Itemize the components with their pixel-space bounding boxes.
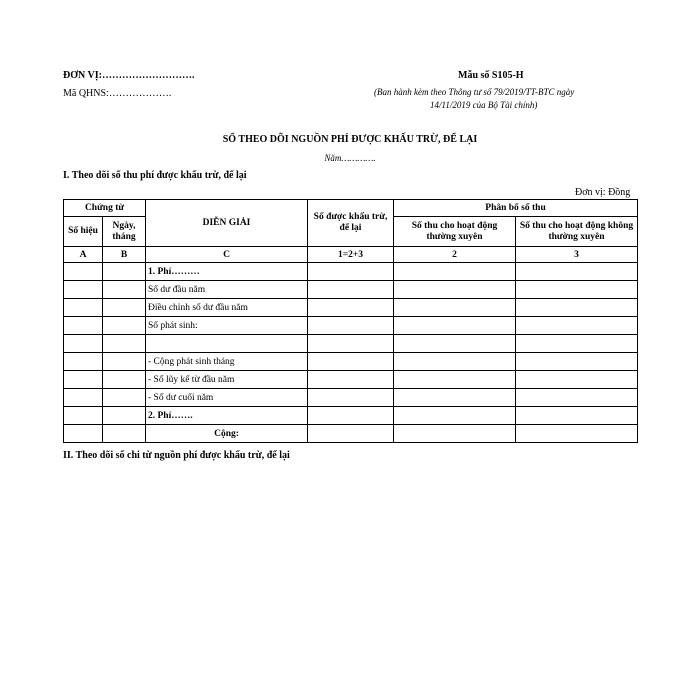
empty-cell [516,425,638,443]
empty-cell [394,317,516,335]
table-row [64,389,638,407]
empty-cell [516,263,638,281]
empty-cell [64,371,103,389]
index-cell: A [64,247,103,263]
row-description: 1. Phí……… [146,263,308,281]
empty-cell [103,317,146,335]
empty-cell [64,299,103,317]
empty-cell [394,389,516,407]
empty-cell [103,425,146,443]
row-description: - Cộng phát sinh tháng [146,353,308,371]
row-description: Điều chỉnh số dư đầu năm [146,299,308,317]
empty-cell [64,335,103,353]
deducted-amount-header: Số được khấu trừ, để lại [308,200,394,247]
issued-note-line2: 14/11/2019 của Bộ Tài chính) [430,100,538,110]
row-description: Số phát sinh: [146,317,308,335]
row-description: 2. Phí……. [146,407,308,425]
voucher-header: Chứng từ [64,200,146,217]
table-row [64,281,638,299]
empty-cell [308,317,394,335]
table-row [64,299,638,317]
index-cell: C [146,247,308,263]
empty-cell [394,299,516,317]
empty-cell [516,353,638,371]
regular-activity-header: Số thu cho hoạt động thường xuyên [394,217,516,247]
description-header: DIỄN GIẢI [146,200,308,247]
fee-ledger-table [63,199,638,443]
row-description: - Số lũy kế từ đầu năm [146,371,308,389]
section-2-heading: II. Theo dõi số chi từ nguồn phí được khấu trừ, để lại [63,450,290,461]
allocation-header: Phân bổ số thu [394,200,638,217]
empty-cell [64,263,103,281]
empty-cell [394,335,516,353]
row-description: Số dư đầu năm [146,281,308,299]
empty-cell [103,299,146,317]
empty-cell [64,389,103,407]
empty-cell [308,389,394,407]
empty-cell [103,281,146,299]
row-description: - Số dư cuối năm [146,389,308,407]
ledger-body [64,263,638,443]
empty-cell [394,371,516,389]
empty-cell [103,353,146,371]
table-row [64,317,638,335]
voucher-number-header: Số hiệu [64,217,103,247]
currency-unit: Đơn vị: Đồng [575,187,631,198]
index-cell: 1=2+3 [308,247,394,263]
empty-cell [308,263,394,281]
voucher-date-header: Ngày, tháng [103,217,146,247]
empty-cell [516,407,638,425]
index-cell: 3 [516,247,638,263]
empty-cell [103,335,146,353]
page-title: SỔ THEO DÕI NGUỒN PHÍ ĐƯỢC KHẤU TRỪ, ĐỂ LẠI [222,134,478,145]
empty-cell [64,317,103,335]
section-1-heading: I. Theo dõi số thu phí được khấu trừ, để lại [63,170,247,181]
table-row [64,371,638,389]
empty-cell [516,371,638,389]
empty-cell [308,407,394,425]
empty-cell [308,335,394,353]
empty-cell [103,407,146,425]
empty-cell [394,281,516,299]
year-line: Năm…………. [324,153,376,163]
empty-cell [516,335,638,353]
empty-cell [394,407,516,425]
table-row [64,263,638,281]
row-description: Cộng: [146,425,308,443]
nonregular-activity-header: Số thu cho hoạt động không thường xuyên [516,217,638,247]
empty-cell [516,317,638,335]
empty-cell [308,353,394,371]
empty-cell [64,407,103,425]
empty-cell [516,389,638,407]
unit-label: ĐƠN VỊ:………………………. [63,70,195,81]
table-row [64,425,638,443]
table-row [64,335,638,353]
table-row [64,353,638,371]
index-cell: 2 [394,247,516,263]
empty-cell [64,281,103,299]
empty-cell [103,263,146,281]
empty-cell [103,389,146,407]
empty-cell [103,371,146,389]
empty-cell [394,425,516,443]
empty-cell [516,281,638,299]
issued-note-line1: (Ban hành kèm theo Thông tư số 79/2019/TT-BTC ngày [374,87,575,97]
empty-cell [64,425,103,443]
empty-cell [394,353,516,371]
row-description [146,335,308,353]
empty-cell [516,299,638,317]
index-cell: B [103,247,146,263]
empty-cell [308,371,394,389]
empty-cell [394,263,516,281]
empty-cell [64,353,103,371]
form-code: Mẫu số S105-H [458,70,524,81]
empty-cell [308,299,394,317]
qhns-label: Mã QHNS:………………. [63,88,172,99]
empty-cell [308,281,394,299]
empty-cell [308,425,394,443]
table-row [64,407,638,425]
